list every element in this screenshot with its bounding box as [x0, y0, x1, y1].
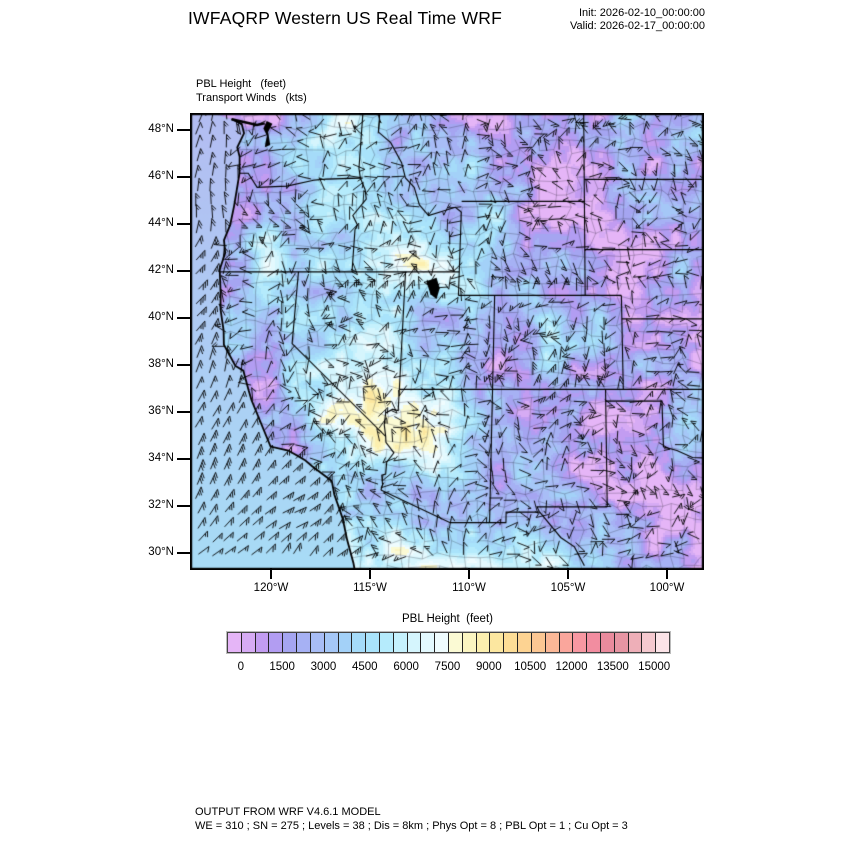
colorbar-cell	[393, 633, 407, 652]
init-timestamp: Init: 2026-02-10_00:00:00	[579, 7, 705, 19]
latitude-label: 36°N	[148, 405, 174, 417]
colorbar-cell	[503, 633, 517, 652]
field-labels	[196, 77, 307, 105]
colorbar-cell	[434, 633, 448, 652]
colorbar-cell	[531, 633, 545, 652]
longitude-tick	[567, 568, 569, 579]
colorbar-cell	[324, 633, 338, 652]
latitude-label: 46°N	[148, 170, 174, 182]
latitude-tick	[177, 552, 190, 554]
colorbar-cell	[628, 633, 642, 652]
colorbar-cell	[420, 633, 434, 652]
latitude-tick	[177, 364, 190, 366]
colorbar-cell	[310, 633, 324, 652]
colorbar-cell	[655, 633, 669, 652]
longitude-label: 115°W	[353, 582, 387, 594]
colorbar-tick-label: 1500	[269, 661, 295, 673]
colorbar-tick-label: 7500	[434, 661, 461, 673]
longitude-tick	[468, 568, 470, 579]
colorbar-cell	[379, 633, 393, 652]
colorbar-cell	[296, 633, 310, 652]
latitude-label: 48°N	[148, 123, 174, 135]
colorbar-cell	[462, 633, 476, 652]
colorbar	[227, 632, 670, 653]
colorbar-cell	[268, 633, 282, 652]
latitude-label: 32°N	[148, 499, 174, 511]
colorbar-tick-label: 4500	[352, 661, 378, 673]
longitude-tick	[666, 568, 668, 579]
colorbar-cell	[351, 633, 365, 652]
latitude-label: 38°N	[148, 358, 174, 370]
colorbar-cell	[614, 633, 628, 652]
latitude-tick	[177, 411, 190, 413]
latitude-tick	[177, 176, 190, 178]
colorbar-tick-label: 6000	[393, 661, 419, 673]
longitude-label: 110°W	[452, 582, 486, 594]
colorbar-cell	[641, 633, 655, 652]
longitude-label: 120°W	[253, 582, 289, 594]
latitude-label: 30°N	[148, 546, 174, 558]
latitude-tick	[177, 223, 190, 225]
colorbar-cell	[228, 633, 241, 652]
colorbar-tick-label: 12000	[555, 661, 588, 673]
footer-config-line: WE = 310 ; SN = 275 ; Levels = 38 ; Dis = 8km ; Phys Opt = 8 ; PBL Opt = 1 ; Cu Opt = 3	[195, 819, 628, 832]
colorbar-cell	[255, 633, 269, 652]
map-canvas	[190, 113, 704, 570]
init-valid-block	[570, 7, 705, 33]
field-label-transport-winds: Transport Winds (kts)	[196, 92, 307, 104]
colorbar-tick-label: 10500	[514, 661, 547, 673]
colorbar-tick-label: 0	[237, 661, 244, 673]
latitude-tick	[177, 129, 190, 131]
latitude-tick	[177, 505, 190, 507]
latitude-tick	[177, 270, 190, 272]
colorbar-tick-label: 3000	[310, 661, 337, 673]
longitude-tick	[369, 568, 371, 579]
longitude-label: 100°W	[649, 582, 685, 594]
latitude-label: 40°N	[148, 311, 174, 323]
colorbar-cell	[407, 633, 421, 652]
footer-model-line: OUTPUT FROM WRF V4.6.1 MODEL	[195, 806, 381, 818]
colorbar-cell	[448, 633, 462, 652]
colorbar-cell	[545, 633, 559, 652]
colorbar-cell	[600, 633, 614, 652]
latitude-label: 34°N	[148, 452, 174, 464]
colorbar-cell	[476, 633, 490, 652]
footer-block	[195, 806, 628, 833]
colorbar-tick-label: 15000	[638, 661, 671, 673]
colorbar-cell	[338, 633, 352, 652]
latitude-tick	[177, 458, 190, 460]
latitude-tick	[177, 317, 190, 319]
valid-timestamp: Valid: 2026-02-17_00:00:00	[570, 20, 705, 32]
colorbar-cell	[282, 633, 296, 652]
colorbar-cell	[517, 633, 531, 652]
colorbar-cell	[365, 633, 379, 652]
colorbar-cell	[572, 633, 586, 652]
latitude-label: 44°N	[148, 217, 174, 229]
colorbar-tick-label: 9000	[476, 661, 502, 673]
longitude-label: 105°W	[550, 582, 586, 594]
colorbar-cell	[559, 633, 573, 652]
latitude-label: 42°N	[148, 264, 174, 276]
colorbar-tick-label: 13500	[596, 661, 629, 673]
colorbar-cell	[586, 633, 600, 652]
colorbar-cell	[489, 633, 503, 652]
longitude-tick	[270, 568, 272, 579]
colorbar-title: PBL Height (feet)	[402, 613, 493, 625]
field-label-pbl-height: PBL Height (feet)	[196, 78, 287, 90]
colorbar-cell	[241, 633, 255, 652]
plot-title: IWFAQRP Western US Real Time WRF	[188, 8, 502, 28]
